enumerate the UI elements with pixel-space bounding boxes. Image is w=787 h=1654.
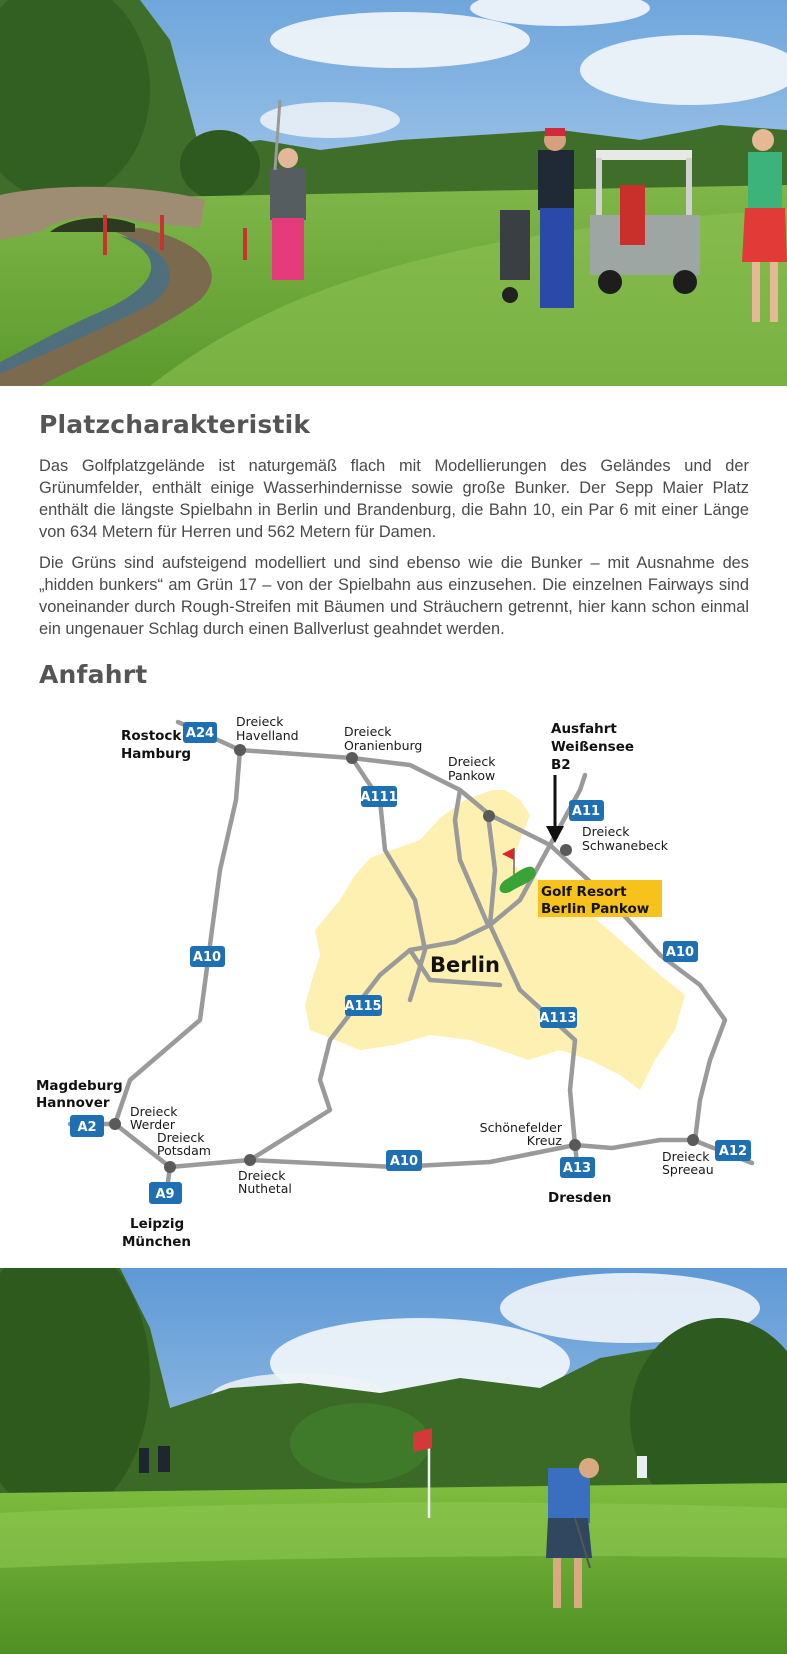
golf-course-photo-top — [0, 0, 787, 386]
interchange-oranienburg-line1: Dreieck — [344, 724, 392, 739]
shield-a9 — [149, 1182, 182, 1204]
interchange-spreeau-line1: Dreieck — [662, 1149, 710, 1164]
destination-west-line1: Magdeburg — [36, 1078, 123, 1094]
svg-text:A13: A13 — [562, 1161, 592, 1176]
interchange-schwanebeck-line1: Dreieck — [582, 824, 630, 839]
interchange-havelland-line1: Dreieck — [236, 714, 284, 729]
shield-a13 — [560, 1157, 595, 1178]
destination-south: Dresden — [548, 1190, 612, 1206]
exit-label-line3: B2 — [551, 757, 571, 773]
svg-text:A9: A9 — [155, 1187, 175, 1202]
shield-a113 — [539, 1007, 577, 1028]
shield-a10-east — [663, 941, 698, 962]
shield-a12 — [715, 1140, 751, 1161]
interchange-oranienburg-line2: Oranienburg — [344, 738, 423, 753]
svg-text:A10: A10 — [192, 950, 222, 965]
interchange-havelland-line2: Havelland — [236, 728, 299, 743]
interchange-pankow-line1: Dreieck — [448, 754, 496, 769]
shield-a2 — [70, 1115, 104, 1137]
section-title-anfahrt: Anfahrt — [39, 660, 148, 689]
resort-label-line1: Golf Resort — [541, 884, 627, 900]
svg-text:A113: A113 — [539, 1011, 577, 1026]
svg-text:A12: A12 — [718, 1144, 748, 1159]
shield-a24 — [183, 722, 217, 743]
destination-southwest-line2: München — [122, 1234, 192, 1250]
section-title-platzcharakteristik: Platzcharakteristik — [39, 410, 311, 439]
svg-text:A10: A10 — [389, 1154, 419, 1169]
interchange-pankow-line2: Pankow — [448, 768, 496, 783]
directions-map — [0, 700, 787, 1260]
svg-text:A2: A2 — [77, 1120, 97, 1135]
svg-text:A10: A10 — [665, 945, 695, 960]
destination-southwest-line1: Leipzig — [130, 1216, 185, 1232]
interchange-nuthetal-line1: Dreieck — [238, 1168, 286, 1183]
shield-a11 — [569, 800, 604, 821]
svg-text:A115: A115 — [344, 999, 382, 1014]
interchange-potsdam-line1: Dreieck — [157, 1130, 205, 1145]
interchange-werder-line2: Werder — [130, 1117, 176, 1132]
resort-label-line2: Berlin Pankow — [541, 901, 650, 917]
destination-north-line1: Rostock — [121, 728, 182, 744]
city-label-berlin: Berlin — [430, 953, 500, 977]
interchange-potsdam-line2: Potsdam — [157, 1143, 211, 1158]
destination-north-line2: Hamburg — [121, 746, 192, 762]
svg-text:A11: A11 — [571, 804, 601, 819]
exit-label-line2: Weißensee — [551, 739, 635, 755]
svg-text:A111: A111 — [360, 790, 398, 805]
shield-a115 — [344, 995, 382, 1016]
interchange-spreeau-line2: Spreeau — [662, 1162, 714, 1177]
shield-a10-south — [386, 1150, 422, 1171]
interchange-schwanebeck-line2: Schwanebeck — [582, 838, 668, 853]
interchange-werder-line1: Dreieck — [130, 1104, 178, 1119]
platz-paragraph: Die Grüns sind aufsteigend modelliert und sind ebenso wie die Bunker – mit Ausnahme des „hidden bunkers“ am Grün 17 – von der Spielbahn aus einzusehen. Die einzelnen Fairways sind voneinander durch Rough-Streifen mit Bäumen und Sträuchern getrennt, hier kann schon einmal ein ungenauer Schlag durch einen Ballverlust geahndet werden. — [39, 554, 749, 638]
shield-a10-west — [190, 946, 225, 967]
destination-west-line2: Hannover — [36, 1095, 110, 1111]
golf-course-photo-bottom — [0, 1268, 787, 1654]
shield-a111 — [360, 786, 397, 807]
svg-text:A24: A24 — [185, 726, 215, 741]
interchange-schoenefeld-line1: Schönefelder — [479, 1120, 562, 1135]
platz-paragraph: Das Golfplatzgelände ist naturgemäß flach mit Modellierungen des Geländes und der Grünumfelder, enthält einige Wasserhindernisse sowie große Bunker. Der Sepp Maier Platz enthält die längste Spielbahn in Berlin und Brandenburg, die Bahn 10, ein Par 6 mit einer Länge von 634 Metern für Herren und 562 Metern für Damen. — [39, 457, 749, 541]
interchange-nuthetal-line2: Nuthetal — [238, 1181, 292, 1196]
interchange-schoenefeld-line2: Kreuz — [526, 1133, 562, 1148]
exit-label-line1: Ausfahrt — [551, 721, 617, 737]
